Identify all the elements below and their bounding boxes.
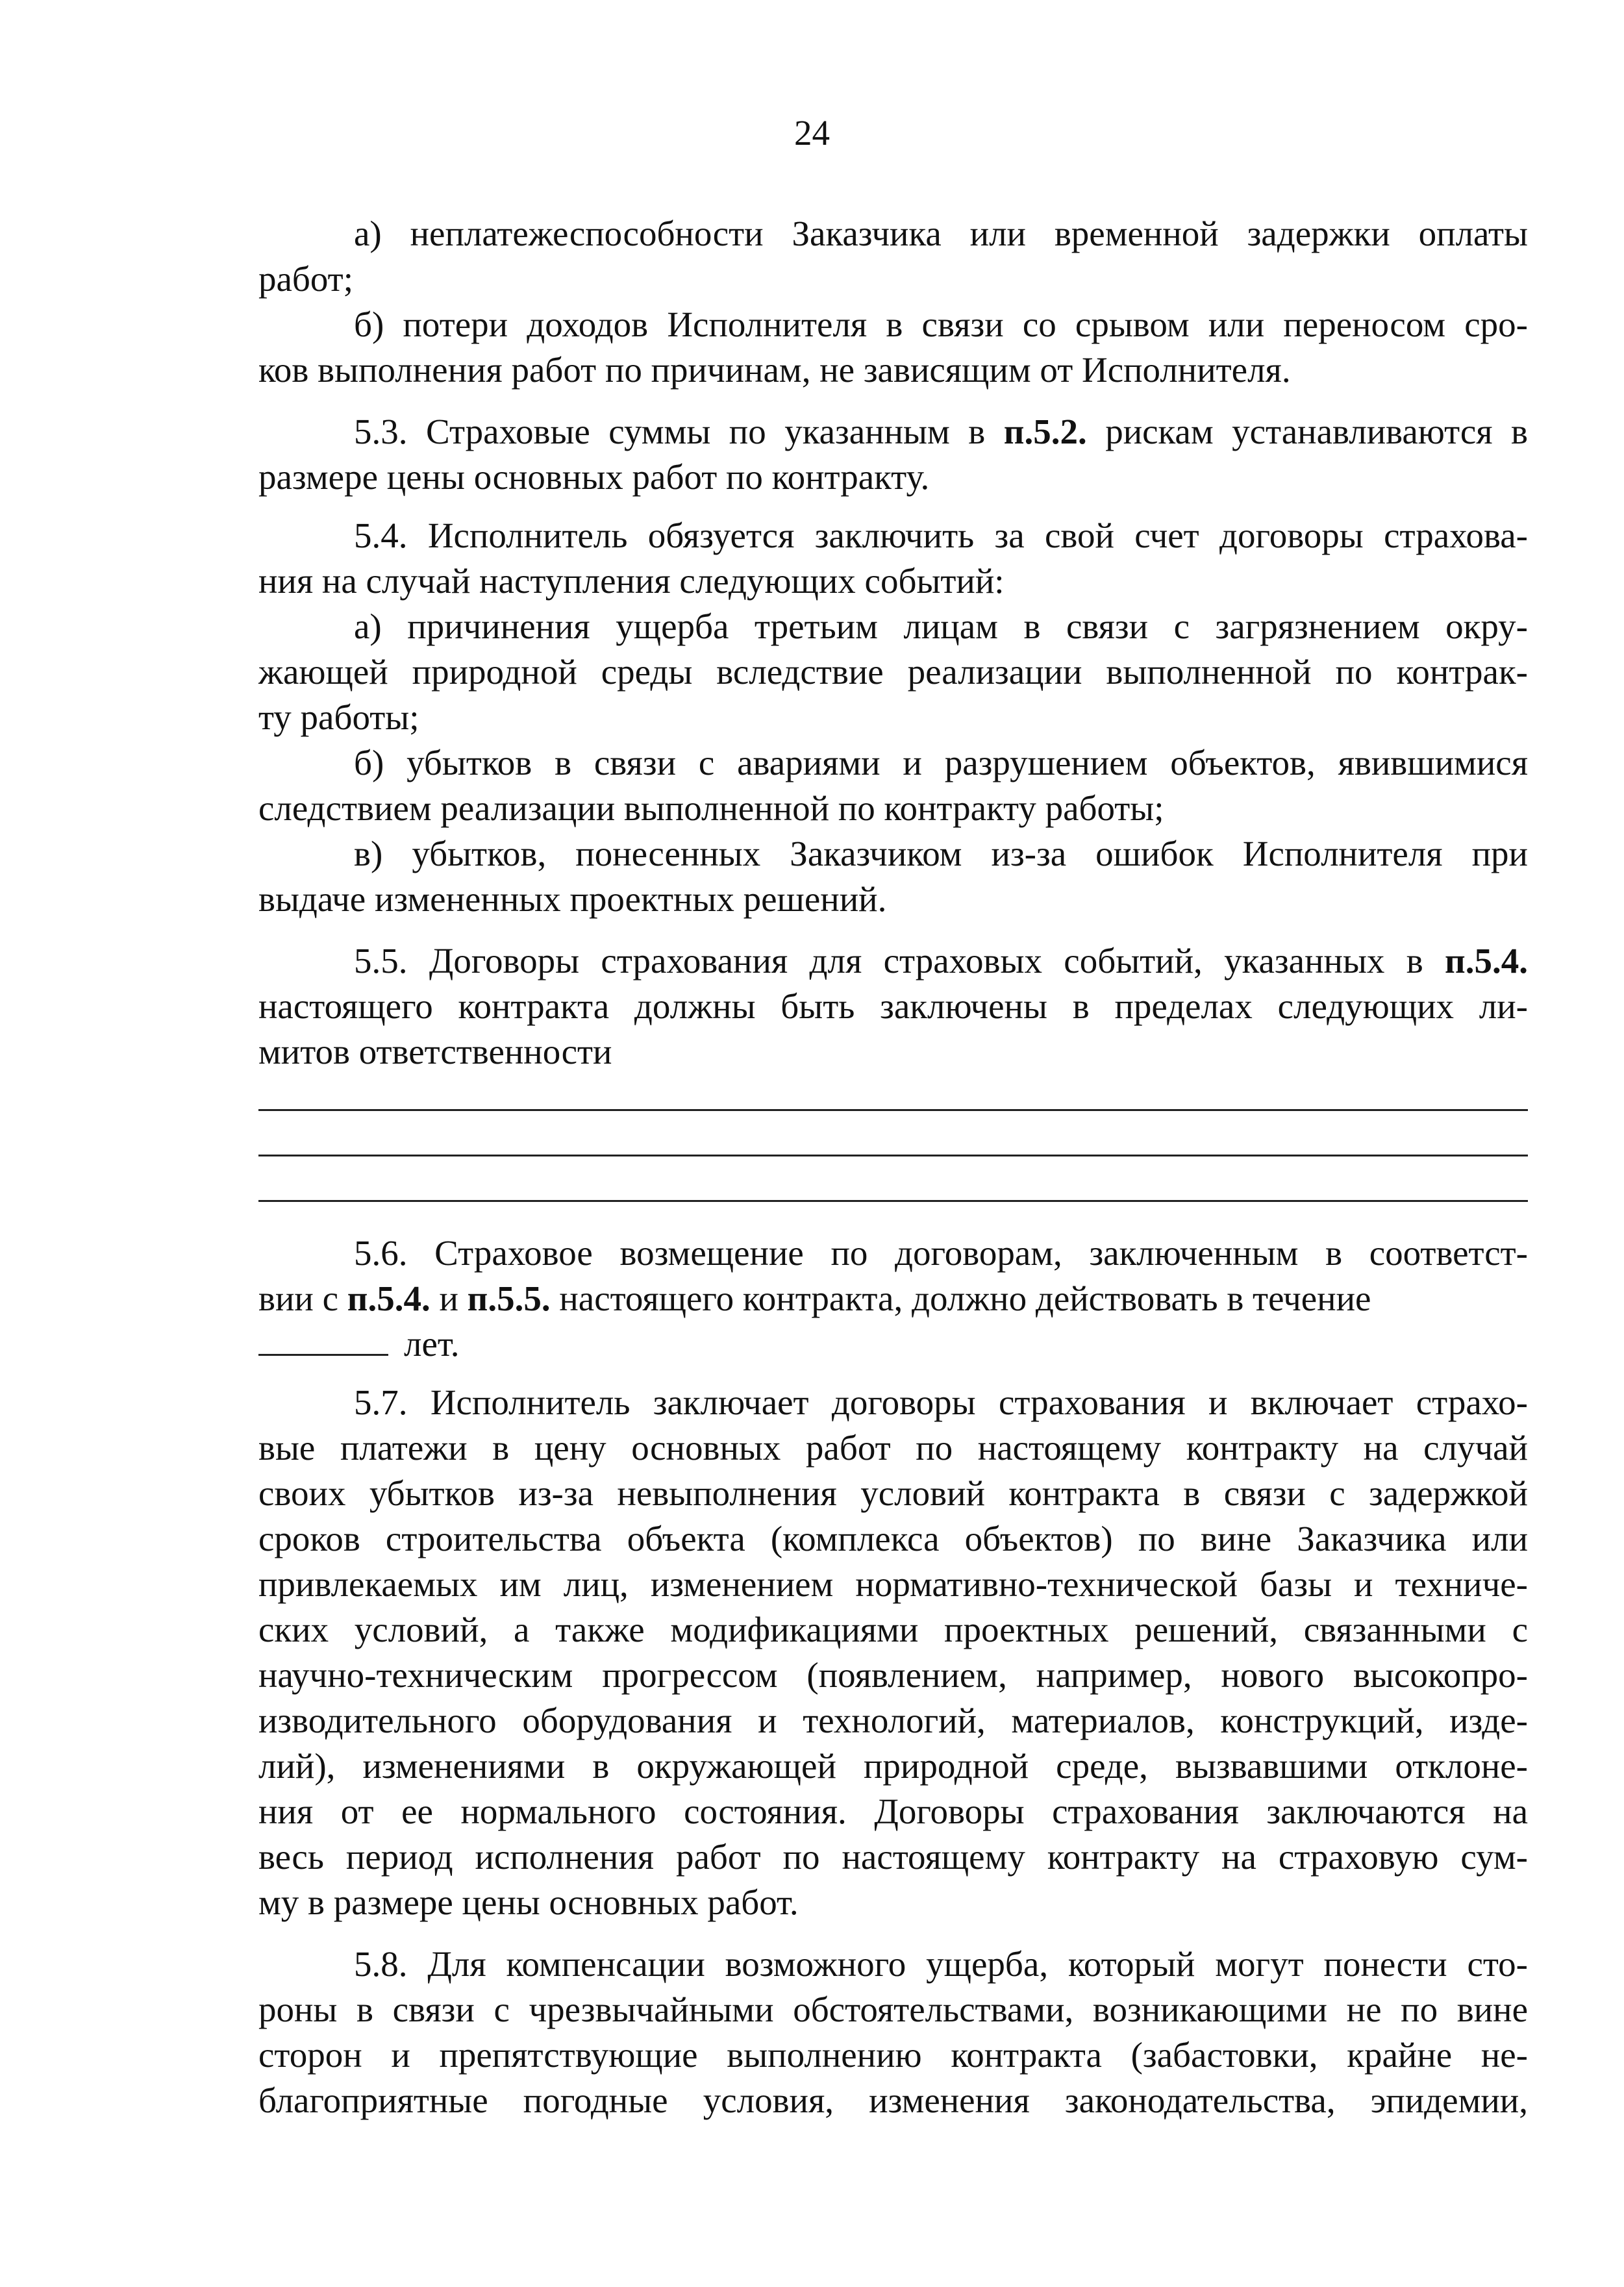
fill-in-line — [258, 1155, 1528, 1156]
fill-in-line — [258, 1200, 1528, 1202]
text-run: 5.5. Договоры страхования для страховых событий, указанных в — [354, 941, 1423, 981]
fill-in-line — [258, 1109, 1528, 1111]
text-line: а) неплатежеспособности Заказчика или временной задержки оплаты — [354, 214, 1528, 253]
text-line: ских условий, а также модификациями проектных решений, связанными с — [258, 1610, 1528, 1649]
page-number: 24 — [794, 113, 830, 153]
text-line: привлекаемых им лиц, изменением нормативно-технической базы и техниче- — [258, 1564, 1528, 1604]
clause-reference: п.5.4. — [347, 1279, 431, 1318]
text-line: ту работы; — [258, 697, 419, 737]
text-run: рискам устанавливаются в — [1105, 412, 1529, 451]
text-line: работ; — [258, 259, 353, 299]
text-line: следствием реализации выполненной по контракту работы; — [258, 788, 1164, 828]
text-line: в) убытков, понесенных Заказчиком из-за ошибок Исполнителя при — [354, 834, 1528, 873]
text-line: ния на случай наступления следующих событий: — [258, 561, 1005, 601]
text-run: вии с — [258, 1279, 338, 1318]
text-line: б) потери доходов Исполнителя в связи со срывом или переносом сро- — [354, 305, 1528, 344]
text-line: митов ответственности — [258, 1032, 612, 1071]
text-line: сторон и препятствующие выполнению контракта (забастовки, крайне не- — [258, 2035, 1528, 2075]
text-line — [258, 1276, 1528, 1321]
text-line: размере цены основных работ по контракту. — [258, 457, 930, 497]
text-line — [354, 938, 1528, 984]
text-line: научно-техническим прогрессом (появлением, например, нового высокопро- — [258, 1655, 1528, 1695]
text-line: настоящего контракта должны быть заключены в пределах следующих ли- — [258, 986, 1528, 1026]
text-line: лий), изменениями в окружающей природной среде, вызвавшими отклоне- — [258, 1746, 1528, 1786]
text-line: благоприятные погодные условия, изменения законодательства, эпидемии, — [258, 2081, 1528, 2120]
text-line: 5.7. Исполнитель заключает договоры страхования и включает страхо- — [354, 1382, 1528, 1422]
text-line: 5.8. Для компенсации возможного ущерба, который могут понести сто- — [354, 1944, 1528, 1984]
text-line — [258, 1321, 1528, 1367]
text-line — [354, 409, 1528, 455]
text-line: ния от ее нормального состояния. Договоры страхования заключаются на — [258, 1792, 1528, 1831]
text-line: ков выполнения работ по причинам, не зависящим от Исполнителя. — [258, 350, 1291, 390]
text-line: своих убытков из-за невыполнения условий контракта в связи с задержкой — [258, 1473, 1528, 1513]
text-line: б) убытков в связи с авариями и разрушением объектов, явившимися — [354, 743, 1528, 782]
text-line: 5.6. Страховое возмещение по договорам, заключенным в соответст- — [354, 1233, 1528, 1273]
text-line: выдаче измененных проектных решений. — [258, 879, 887, 919]
text-line: весь период исполнения работ по настоящему контракту на страховую сум- — [258, 1837, 1528, 1877]
clause-reference: п.5.5. — [467, 1279, 551, 1318]
text-run: 5.3. Страховые суммы по указанным в — [354, 412, 986, 451]
clause-reference: п.5.2. — [1003, 412, 1087, 451]
text-line: жающей природной среды вследствие реализации выполненной по контрак- — [258, 652, 1528, 692]
text-line: а) причинения ущерба третьим лицам в связи с загрязнением окру- — [354, 606, 1528, 646]
text-line: роны в связи с чрезвычайными обстоятельствами, возникающими не по вине — [258, 1990, 1528, 2029]
text-run: настоящего контракта, должно действовать в течение — [559, 1279, 1371, 1318]
text-line: вые платежи в цену основных работ по настоящему контракту на случай — [258, 1428, 1528, 1468]
clause-reference: п.5.4. — [1445, 941, 1528, 981]
text-line: изводительного оборудования и технологий, материалов, конструкций, изде- — [258, 1701, 1528, 1740]
blank-field — [258, 1323, 388, 1356]
text-run: лет. — [404, 1324, 460, 1364]
text-line: му в размере цены основных работ. — [258, 1882, 799, 1922]
text-run: и — [439, 1279, 458, 1318]
text-line: сроков строительства объекта (комплекса объектов) по вине Заказчика или — [258, 1519, 1528, 1558]
text-line: 5.4. Исполнитель обязуется заключить за свой счет договоры страхова- — [354, 516, 1528, 555]
